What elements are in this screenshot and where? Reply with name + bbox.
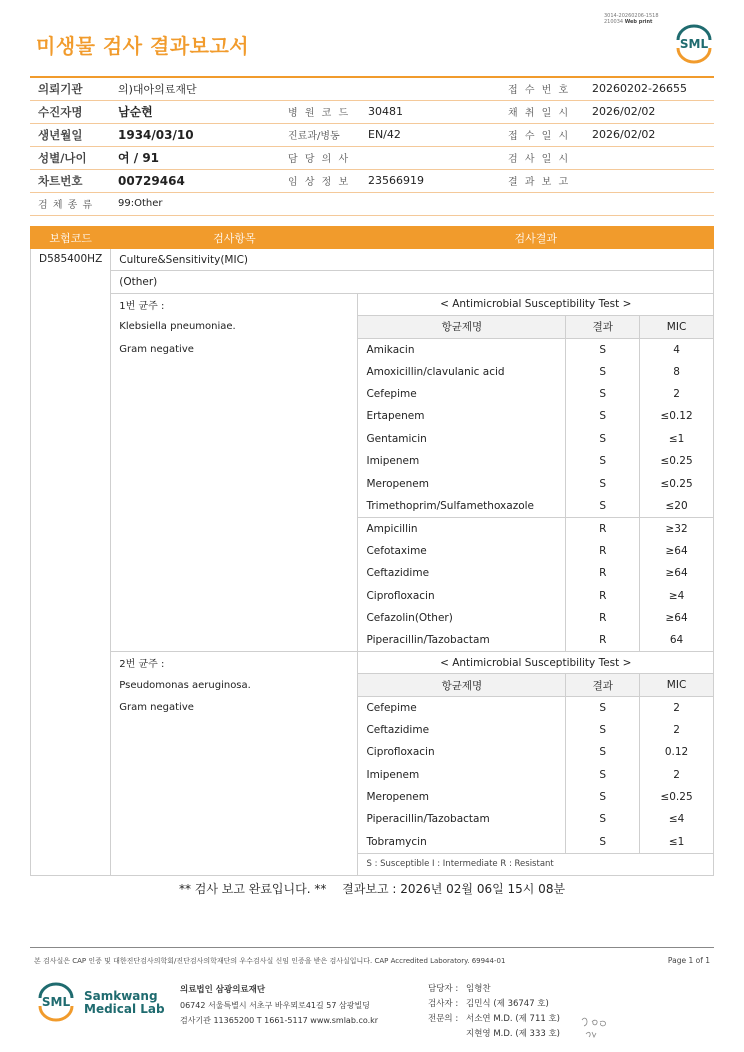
- ast-row: [31, 607, 714, 629]
- patient-info-table: [30, 76, 714, 216]
- mic-value: ≥64: [640, 562, 714, 584]
- code-spacer: [31, 629, 111, 651]
- code-spacer: [31, 316, 111, 338]
- drug-name: Cefotaxime: [358, 540, 566, 562]
- label-doctor: 담 당 의 사: [280, 146, 360, 169]
- value-collect-date: 2026/02/02: [584, 100, 714, 123]
- col-insurance-code: 보험코드: [31, 227, 111, 249]
- code-spacer: [31, 607, 111, 629]
- sir-result: R: [566, 607, 640, 629]
- mic-value: ≤0.12: [640, 405, 714, 427]
- sir-result: S: [566, 719, 640, 741]
- label-chart: 차트번호: [30, 169, 110, 192]
- corp-address: 06742 서울특별시 서초구 바우뫼로41길 57 삼광빌딩: [180, 1001, 370, 1010]
- value-receive-date: 2026/02/02: [584, 123, 714, 146]
- drug-name: Cefepime: [358, 383, 566, 405]
- ast-row: [31, 405, 714, 427]
- samkwang-logo-text: SML: [41, 995, 71, 1009]
- value-hospital-code: 30481: [360, 100, 500, 123]
- brand-name: [84, 990, 165, 1016]
- mic-value: ≤0.25: [640, 786, 714, 808]
- mic-value: ≤1: [640, 428, 714, 450]
- label-receive-date: 접 수 일 시: [500, 123, 584, 146]
- label-specimen: 검 체 종 류: [30, 192, 110, 215]
- ast-row: [31, 831, 714, 853]
- sir-result: R: [566, 629, 640, 651]
- code-spacer: [31, 853, 111, 875]
- ast-row: [31, 472, 714, 494]
- label-dept: 진료과/병동: [280, 123, 360, 146]
- code-spacer: [31, 517, 111, 539]
- col-sir: 결과: [566, 316, 640, 338]
- organism-spacer: [111, 450, 358, 472]
- code-spacer: [31, 763, 111, 785]
- mic-value: ≥32: [640, 517, 714, 539]
- ast-row: [31, 763, 714, 785]
- page-number: Page 1 of 1: [667, 956, 710, 965]
- staff-name: 지현영 M.D. (제 333 호): [466, 1029, 561, 1039]
- organism-spacer: [111, 540, 358, 562]
- value-clinical: 23566919: [360, 169, 500, 192]
- col-sir: 결과: [566, 674, 640, 696]
- code-spacer: [31, 293, 111, 315]
- sir-result: S: [566, 338, 640, 360]
- staff-row: [428, 1012, 560, 1027]
- report-complete-text: ** 검사 보고 완료입니다. **: [178, 882, 327, 896]
- col-test-result: 검사결과: [358, 227, 714, 249]
- drug-name: Piperacillin/Tazobactam: [358, 808, 566, 830]
- print-code-line1: 3014-20260206-1518: [604, 13, 659, 19]
- code-spacer: [31, 674, 111, 696]
- organism-spacer: [111, 719, 358, 741]
- ast-row: [31, 360, 714, 382]
- organism-spacer: [111, 405, 358, 427]
- staff-row: [428, 997, 560, 1012]
- corp-info: [180, 982, 378, 1028]
- sir-legend: S : Susceptible I : Intermediate R : Resistant: [358, 853, 714, 875]
- ast-row: [31, 696, 714, 718]
- test-item-specimen: (Other): [111, 271, 714, 293]
- ast-row: [31, 338, 714, 360]
- corp-contact: 검사기관 11365200 T 1661-5117 www.smlab.co.kr: [180, 1016, 379, 1025]
- value-birth: 1934/03/10: [110, 123, 280, 146]
- value-doctor: [360, 146, 500, 169]
- organism-spacer: [111, 786, 358, 808]
- label-collect-date: 채 취 일 시: [500, 100, 584, 123]
- label-report: 결 과 보 고: [500, 169, 584, 192]
- ast-row: [31, 808, 714, 830]
- organism-spacer: [111, 428, 358, 450]
- drug-name: Imipenem: [358, 450, 566, 472]
- organism-spacer: [111, 741, 358, 763]
- staff-role: 담당자 :: [428, 984, 459, 994]
- staff-name: 서소연 M.D. (제 711 호): [466, 1014, 561, 1024]
- drug-name: Ceftazidime: [358, 562, 566, 584]
- sir-result: S: [566, 495, 640, 517]
- label-hospital-code: 병 원 코 드: [280, 100, 360, 123]
- code-spacer: [31, 495, 111, 517]
- sir-result: S: [566, 741, 640, 763]
- sir-result: S: [566, 786, 640, 808]
- print-code-line2: 210034: [604, 19, 624, 25]
- sir-result: S: [566, 763, 640, 785]
- code-spacer: [31, 562, 111, 584]
- drug-name: Cefazolin(Other): [358, 607, 566, 629]
- sir-result: R: [566, 540, 640, 562]
- accreditation-note: 본 검사실은 CAP 인증 및 대한진단검사의학회/진단검사의학재단의 우수검사실 신임 인증을 받은 검사실입니다. CAP Accredited Laboratory. 69944-01: [34, 957, 506, 965]
- staff-row: [428, 1027, 560, 1042]
- sir-result: R: [566, 562, 640, 584]
- label-receipt-no: 접 수 번 호: [500, 77, 584, 100]
- final-report-time: 결과보고 : 2026년 02월 06일 15시 08분: [342, 882, 566, 896]
- organism-spacer: [111, 763, 358, 785]
- staff-name: 김민식 (제 36747 호): [466, 999, 549, 1009]
- mic-value: ≤1: [640, 831, 714, 853]
- mic-value: ≥4: [640, 584, 714, 606]
- mic-value: ≤0.25: [640, 450, 714, 472]
- samkwang-logo-icon: [36, 982, 76, 1022]
- ast-row: [31, 719, 714, 741]
- value-patient: 남순현: [110, 100, 280, 123]
- print-code: [604, 13, 659, 25]
- staff-list: [428, 982, 560, 1042]
- results-table: [30, 226, 714, 876]
- ast-row: [31, 562, 714, 584]
- ast-row: [31, 786, 714, 808]
- sir-result: S: [566, 831, 640, 853]
- sir-result: S: [566, 472, 640, 494]
- organism-label: 1번 균주 :: [111, 293, 358, 315]
- sir-result: S: [566, 360, 640, 382]
- col-drug: 항균제명: [358, 674, 566, 696]
- drug-name: Meropenem: [358, 786, 566, 808]
- code-spacer: [31, 428, 111, 450]
- mic-value: 4: [640, 338, 714, 360]
- footer-divider: [30, 947, 714, 948]
- insurance-code: D585400HZ: [31, 249, 111, 294]
- ast-title: < Antimicrobial Susceptibility Test >: [358, 652, 714, 674]
- organism-spacer: [111, 495, 358, 517]
- sir-result: S: [566, 383, 640, 405]
- drug-name: Trimethoprim/Sulfamethoxazole: [358, 495, 566, 517]
- organism-spacer: [111, 517, 358, 539]
- organism-name: Pseudomonas aeruginosa.: [111, 674, 358, 696]
- report-complete: [0, 880, 744, 897]
- ast-row: [31, 450, 714, 472]
- drug-name: Ciprofloxacin: [358, 584, 566, 606]
- ast-row: [31, 741, 714, 763]
- code-spacer: [31, 450, 111, 472]
- corp-name: 의료법인 삼광의료재단: [180, 985, 266, 995]
- drug-name: Ertapenem: [358, 405, 566, 427]
- mic-value: 2: [640, 383, 714, 405]
- sml-logo-icon: [674, 24, 714, 64]
- organism-spacer: [111, 853, 358, 875]
- label-birth: 생년월일: [30, 123, 110, 146]
- sml-logo-text: SML: [679, 37, 709, 51]
- value-report: [584, 169, 714, 192]
- ast-title: < Antimicrobial Susceptibility Test >: [358, 293, 714, 315]
- sir-result: R: [566, 584, 640, 606]
- staff-role: 전문의 :: [428, 1014, 459, 1024]
- value-sex-age: 여 / 91: [110, 146, 280, 169]
- code-spacer: [31, 540, 111, 562]
- drug-name: Amoxicillin/clavulanic acid: [358, 360, 566, 382]
- mic-value: ≥64: [640, 540, 714, 562]
- ast-row: [31, 629, 714, 651]
- sir-result: R: [566, 517, 640, 539]
- code-spacer: [31, 696, 111, 718]
- staff-name: 임형찬: [466, 984, 491, 994]
- signature-icon: [578, 1010, 618, 1040]
- drug-name: Ceftazidime: [358, 719, 566, 741]
- ast-row: [31, 584, 714, 606]
- code-spacer: [31, 383, 111, 405]
- organism-spacer: [111, 629, 358, 651]
- mic-value: 0.12: [640, 741, 714, 763]
- code-spacer: [31, 405, 111, 427]
- col-test-item: 검사항목: [111, 227, 358, 249]
- print-code-web: Web print: [624, 19, 653, 25]
- drug-name: Gentamicin: [358, 428, 566, 450]
- code-spacer: [31, 808, 111, 830]
- organism-name: Klebsiella pneumoniae.: [111, 316, 358, 338]
- label-clinical: 임 상 정 보: [280, 169, 360, 192]
- col-mic: MIC: [640, 316, 714, 338]
- ast-row: [31, 517, 714, 539]
- code-spacer: [31, 652, 111, 674]
- organism-spacer: [111, 383, 358, 405]
- brand-line1: Samkwang: [84, 989, 158, 1003]
- code-spacer: [31, 719, 111, 741]
- page-title: 미생물 검사 결과보고서: [36, 34, 250, 58]
- code-spacer: [31, 741, 111, 763]
- mic-value: ≤0.25: [640, 472, 714, 494]
- value-receipt-no: 20260202-26655: [584, 77, 714, 100]
- value-test-date: [584, 146, 714, 169]
- mic-value: 8: [640, 360, 714, 382]
- drug-name: Ciprofloxacin: [358, 741, 566, 763]
- ast-row: [31, 495, 714, 517]
- sir-result: S: [566, 405, 640, 427]
- sir-result: S: [566, 808, 640, 830]
- mic-value: 2: [640, 696, 714, 718]
- value-dept: EN/42: [360, 123, 500, 146]
- organism-spacer: [111, 831, 358, 853]
- sir-result: S: [566, 696, 640, 718]
- ast-row: [31, 428, 714, 450]
- ast-row: [31, 383, 714, 405]
- value-request-org: 의)대아의료재단: [110, 77, 500, 100]
- label-test-date: 검 사 일 시: [500, 146, 584, 169]
- col-drug: 항균제명: [358, 316, 566, 338]
- organism-gram: Gram negative: [111, 338, 358, 360]
- code-spacer: [31, 786, 111, 808]
- mic-value: ≤4: [640, 808, 714, 830]
- sir-result: S: [566, 428, 640, 450]
- drug-name: Amikacin: [358, 338, 566, 360]
- drug-name: Ampicillin: [358, 517, 566, 539]
- organism-spacer: [111, 360, 358, 382]
- ast-row: [31, 540, 714, 562]
- code-spacer: [31, 472, 111, 494]
- label-request-org: 의뢰기관: [30, 77, 110, 100]
- value-specimen: 99:Other: [110, 192, 714, 215]
- label-patient: 수진자명: [30, 100, 110, 123]
- test-item-name: Culture&Sensitivity(MIC): [111, 249, 714, 271]
- staff-role: 검사자 :: [428, 999, 459, 1009]
- organism-spacer: [111, 584, 358, 606]
- drug-name: Tobramycin: [358, 831, 566, 853]
- organism-gram: Gram negative: [111, 696, 358, 718]
- mic-value: 64: [640, 629, 714, 651]
- staff-row: [428, 982, 560, 997]
- sir-result: S: [566, 450, 640, 472]
- code-spacer: [31, 338, 111, 360]
- code-spacer: [31, 831, 111, 853]
- code-spacer: [31, 584, 111, 606]
- organism-spacer: [111, 562, 358, 584]
- brand-line2: Medical Lab: [84, 1002, 165, 1016]
- drug-name: Cefepime: [358, 696, 566, 718]
- staff-role: [428, 1027, 466, 1042]
- drug-name: Imipenem: [358, 763, 566, 785]
- drug-name: Piperacillin/Tazobactam: [358, 629, 566, 651]
- mic-value: ≥64: [640, 607, 714, 629]
- mic-value: 2: [640, 719, 714, 741]
- organism-label: 2번 균주 :: [111, 652, 358, 674]
- col-mic: MIC: [640, 674, 714, 696]
- organism-spacer: [111, 808, 358, 830]
- mic-value: 2: [640, 763, 714, 785]
- label-sex-age: 성별/나이: [30, 146, 110, 169]
- organism-spacer: [111, 472, 358, 494]
- value-chart: 00729464: [110, 169, 280, 192]
- organism-spacer: [111, 607, 358, 629]
- drug-name: Meropenem: [358, 472, 566, 494]
- code-spacer: [31, 360, 111, 382]
- mic-value: ≤20: [640, 495, 714, 517]
